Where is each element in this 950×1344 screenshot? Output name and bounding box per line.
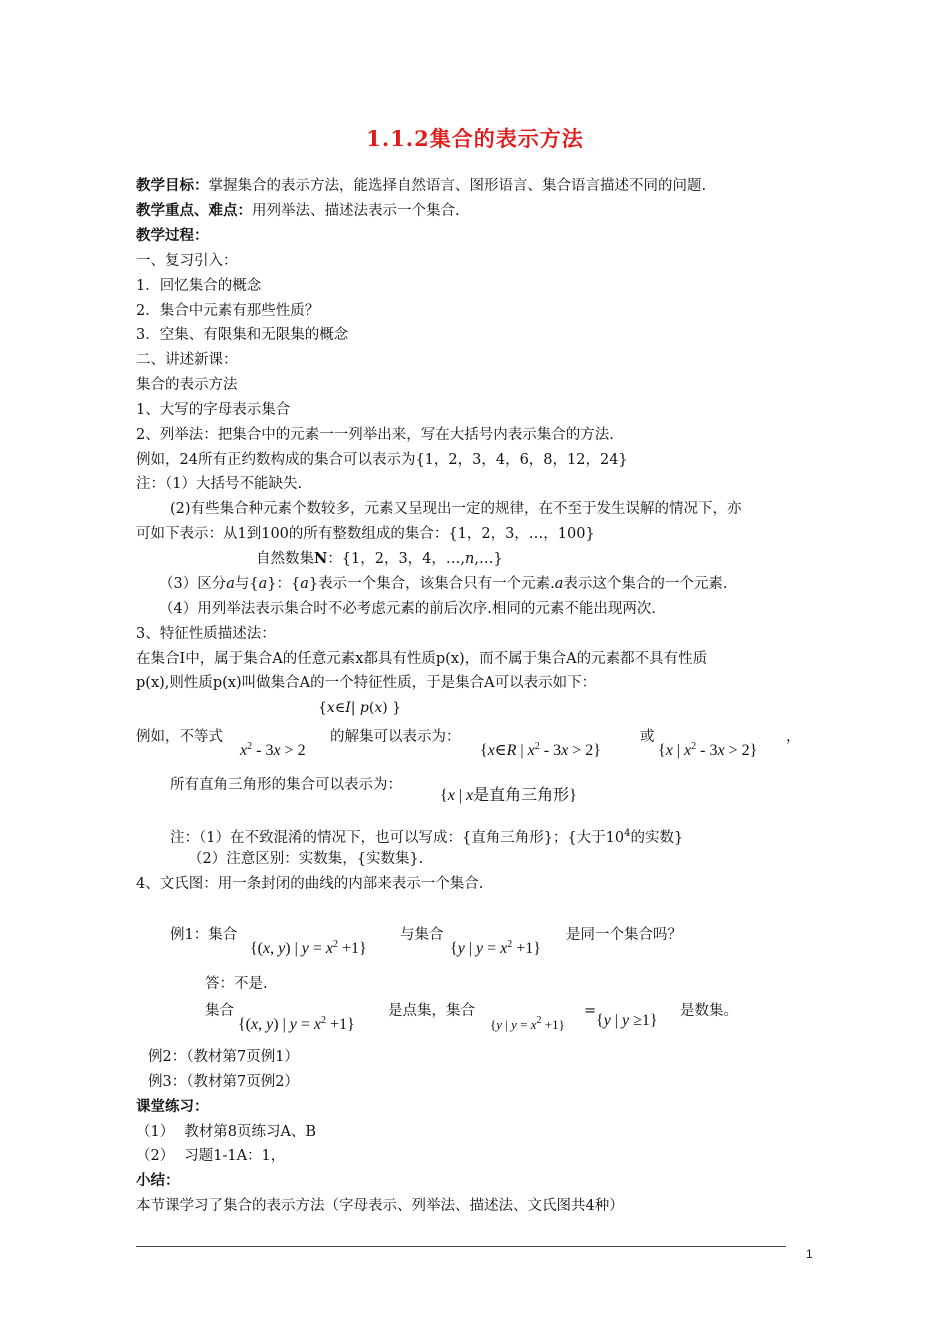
new-lesson-heading: 二、讲述新课： <box>136 352 238 368</box>
note-distinguish: （2）注意区别：实数集，{实数集}. <box>188 851 424 867</box>
exponent-4: 4 <box>624 828 631 839</box>
text-seg: { <box>318 700 327 716</box>
text-seg: 注：（1）在不致混淆的情况下，也可以写成：{直角三角形}；{大于 <box>170 830 606 846</box>
formula-number-set-2: {y | $y = x^2 +1$} <box>490 1015 565 1032</box>
symbol-n: N <box>314 550 328 567</box>
text-seg: （1） <box>136 1124 175 1140</box>
page-title: 1.1.2集合的表示方法 <box>366 126 584 151</box>
formula-set-x: {x | $x^2 - 3x > 2$} <box>658 741 758 759</box>
formula-point-set-2: {(x, y) | $y = x^2 +1$} <box>238 1015 355 1033</box>
answer-detail-2: 是点集，集合 <box>388 1003 475 1019</box>
formula-y-geq-1: {y | y ≥1} <box>596 1012 658 1029</box>
method-4: 4、文氏图：用一条封闭的曲线的内部来表示一个集合. <box>136 876 484 892</box>
review-item-3: 3．空集、有限集和无限集的概念 <box>136 327 349 343</box>
text-seg: 自然数集 <box>256 551 314 567</box>
number-10: 10 <box>605 830 625 846</box>
text-seg: （3）区分 <box>159 576 227 592</box>
goal-label: 教学目标： <box>136 177 209 194</box>
var-x: x <box>326 700 335 716</box>
exercise-2 <box>136 1146 285 1166</box>
right-triangle-intro: 所有直角三角形的集合可以表示为： <box>170 777 402 793</box>
text-seg: | <box>350 700 360 716</box>
natural-numbers <box>256 549 503 569</box>
key-label: 教学重点、难点： <box>136 202 252 219</box>
goal-text: 掌握集合的表示方法，能选择自然语言、图形语言、集合语言描述不同的问题. <box>208 178 707 194</box>
exercise-heading: 课堂练习： <box>136 1098 209 1115</box>
key-text: 用列举法、描述法表示一个集合. <box>252 203 460 219</box>
note-simplified <box>170 824 683 848</box>
formula-set-r: {x∈R | $x^2 - 3x > 2$} <box>480 741 601 759</box>
var-x: x <box>374 700 383 716</box>
var-a: a <box>554 576 564 592</box>
process-label: 教学过程： <box>136 227 209 244</box>
note-2-line-1: (2)有些集合种元素个数较多，元素又呈现出一定的规律，在不至于发生误解的情况下，亦 <box>170 501 742 517</box>
property-line-1: 在集合I中，属于集合A的任意元素x都具有性质p(x)，而不属于集合A的元素都不具有性质 <box>136 651 708 667</box>
summary-heading: 小结： <box>136 1172 180 1189</box>
method-1: 1、大写的字母表示集合 <box>136 402 291 418</box>
property-line-2: p(x),则性质p(x)叫做集合A的一个特征性质，于是集合A可以表示如下： <box>136 675 597 691</box>
var-i: I <box>345 700 351 716</box>
example-2: 例2：（教材第7页例1） <box>148 1049 299 1065</box>
set-builder-formula <box>318 698 401 718</box>
text-seg: }：{ <box>267 576 301 592</box>
review-item-1: 1．回忆集合的概念 <box>136 278 262 294</box>
example-divisors: 例如，24所有正约数构成的集合可以表示为{1，2，3，4，6，8，12，24} <box>136 452 628 468</box>
text-seg: ( <box>368 700 375 716</box>
answer-detail-1: 集合 <box>205 1003 234 1019</box>
review-item-2: 2．集合中元素有那些性质？ <box>136 303 320 319</box>
note-1: 注：（1）大括号不能缺失. <box>136 476 303 492</box>
var-a: a <box>258 576 268 592</box>
text-seg: ,…} <box>474 551 503 567</box>
formula-inequality: $x^2 - 3x > 2$ <box>240 741 306 759</box>
text-seg: 习题1-1A：1， <box>184 1148 286 1164</box>
footer-divider <box>136 1246 786 1247</box>
inequality-intro: 例如，不等式 <box>136 729 223 745</box>
teaching-goal <box>136 176 706 196</box>
text-seg: 教材第8页练习A、B <box>184 1124 317 1140</box>
formula-point-set: {(x, y) | $y = x^2 +1$} <box>250 939 367 957</box>
formula-right-triangles: {x | x是直角三角形} <box>440 787 577 804</box>
text-seg: ：{1，2，3，4，…, <box>327 551 466 567</box>
page-number: 1 <box>806 1247 813 1261</box>
note-3 <box>159 574 728 594</box>
text-seg: ∈ <box>334 700 346 716</box>
text-seg: ) } <box>382 700 402 716</box>
exercise-1 <box>136 1122 316 1142</box>
var-a: a <box>300 576 309 592</box>
teaching-key <box>136 201 460 221</box>
text-seg: 与{ <box>234 576 259 592</box>
equals-sign: = <box>584 1003 597 1019</box>
text-seg: 的实数} <box>630 830 684 846</box>
section-heading: 集合的表示方法 <box>136 377 238 393</box>
note-2-line-2: 可如下表示：从1到100的所有整数组成的集合：{1，2，3，…，100} <box>136 526 595 542</box>
comma: ， <box>786 729 801 745</box>
example-3: 例3：（教材第7页例2） <box>148 1074 299 1090</box>
inequality-middle: 的解集可以表示为： <box>330 729 461 745</box>
review-heading: 一、复习引入： <box>136 253 238 269</box>
method-2: 2、列举法：把集合中的元素一一列举出来，写在大括号内表示集合的方法. <box>136 427 614 443</box>
note-4: （4）用列举法表示集合时不必考虑元素的前后次序.相同的元素不能出现两次. <box>159 601 656 617</box>
text-seg: 表示这个集合的一个元素. <box>563 576 728 592</box>
answer-detail-3: 是数集。 <box>680 1003 738 1019</box>
var-a: a <box>226 576 235 592</box>
formula-number-set: {y | $y = x^2 +1$} <box>450 939 541 957</box>
var-p: p <box>359 700 369 716</box>
example-1-intro: 例1：集合 <box>170 927 238 943</box>
text-seg: }表示一个集合，该集合只有一个元素. <box>308 576 555 592</box>
example-1-and: 与集合 <box>400 927 444 943</box>
or-word: 或 <box>640 729 655 745</box>
text-seg: （2） <box>136 1148 175 1164</box>
example-1-question: 是同一个集合吗？ <box>566 927 682 943</box>
var-n: n <box>465 551 475 567</box>
summary-text: 本节课学习了集合的表示方法（字母表示、列举法、描述法、文氏图共4种） <box>136 1198 624 1214</box>
method-3: 3、特征性质描述法： <box>136 626 276 642</box>
answer: 答：不是. <box>205 976 268 992</box>
